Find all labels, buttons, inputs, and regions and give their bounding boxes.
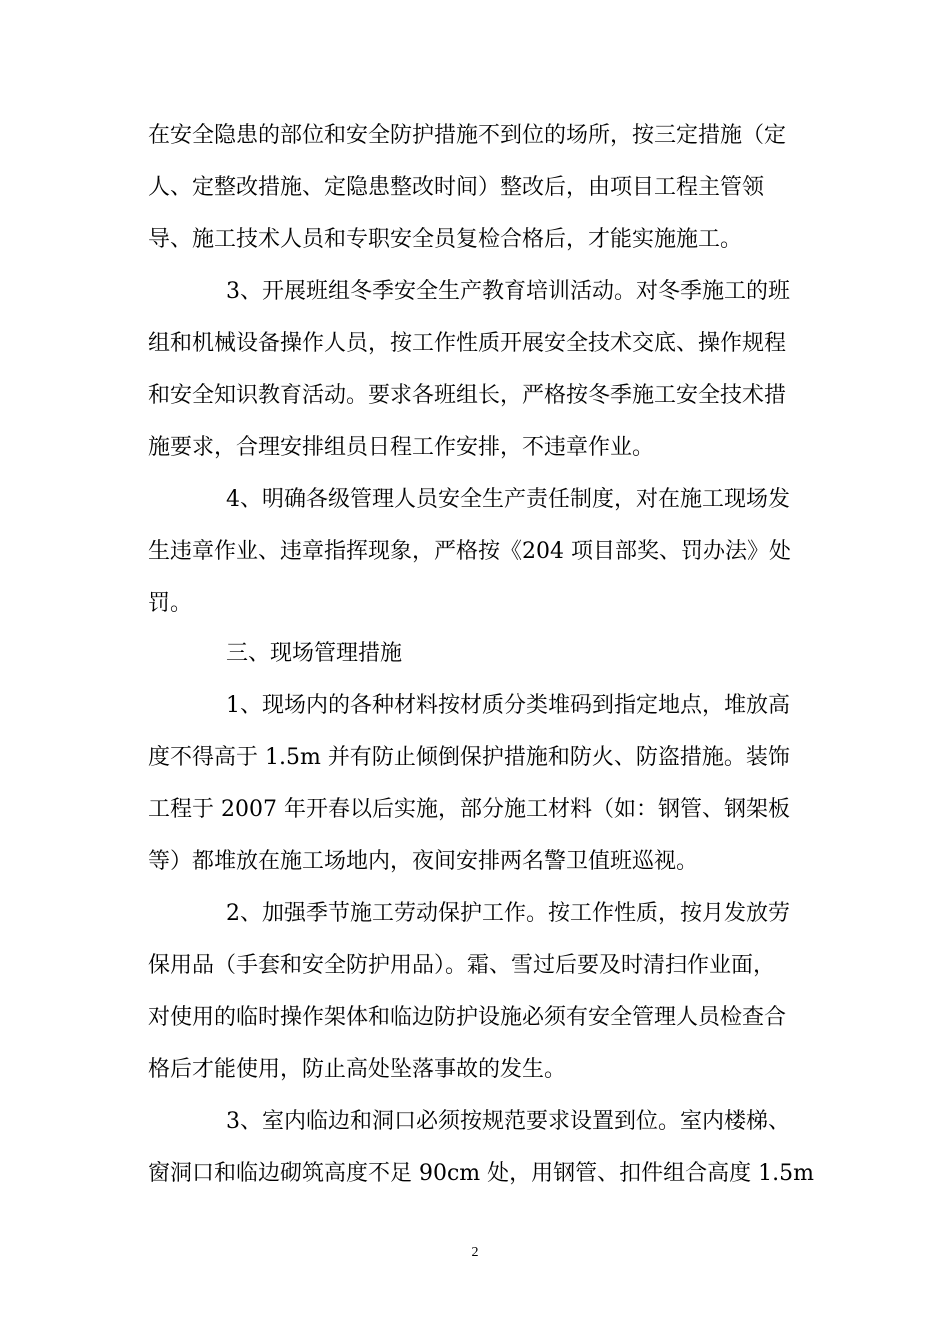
text-line: 窗洞口和临边砌筑高度不足 90cm 处，用钢管、扣件组合高度 1.5m [148, 1161, 815, 1186]
text-line: 导、施工技术人员和专职安全员复检合格后，才能实施施工。 [148, 227, 743, 252]
text-line: 施要求，合理安排组员日程工作安排，不违章作业。 [148, 435, 655, 460]
text-line: 3、室内临边和洞口必须按规范要求设置到位。室内楼梯、 [226, 1109, 790, 1134]
text-line: 对使用的临时操作架体和临边防护设施必须有安全管理人员检查合 [148, 1005, 787, 1030]
text-line: 人、定整改措施、定隐患整改时间）整改后，由项目工程主管领 [148, 175, 765, 200]
text-line: 3、开展班组冬季安全生产教育培训活动。对冬季施工的班 [226, 279, 790, 304]
text-line: 罚。 [148, 591, 193, 616]
text-line: 在安全隐患的部位和安全防护措施不到位的场所，按三定措施（定 [148, 123, 787, 148]
text-line: 组和机械设备操作人员，按工作性质开展安全技术交底、操作规程 [148, 331, 787, 356]
text-line: 1、现场内的各种材料按材质分类堆码到指定地点，堆放高 [226, 693, 790, 718]
text-line: 保用品（手套和安全防护用品）。霜、雪过后要及时清扫作业面， [148, 953, 776, 978]
section-heading: 三、现场管理措施 [226, 641, 403, 666]
text-line: 和安全知识教育活动。要求各班组长，严格按冬季施工安全技术措 [148, 383, 787, 408]
text-line: 格后才能使用，防止高处坠落事故的发生。 [148, 1057, 567, 1082]
text-line: 等）都堆放在施工场地内，夜间安排两名警卫值班巡视。 [148, 849, 699, 874]
page-number: 2 [471, 1245, 479, 1260]
text-line: 2、加强季节施工劳动保护工作。按工作性质，按月发放劳 [226, 901, 790, 926]
text-line: 度不得高于 1.5m 并有防止倾倒保护措施和防火、防盗措施。装饰 [148, 745, 790, 770]
text-line: 生违章作业、违章指挥现象，严格按《204 项目部奖、罚办法》处 [148, 539, 791, 564]
text-line: 工程于 2007 年开春以后实施，部分施工材料（如：钢管、钢架板 [148, 797, 790, 822]
text-line: 4、明确各级管理人员安全生产责任制度，对在施工现场发 [226, 487, 790, 512]
